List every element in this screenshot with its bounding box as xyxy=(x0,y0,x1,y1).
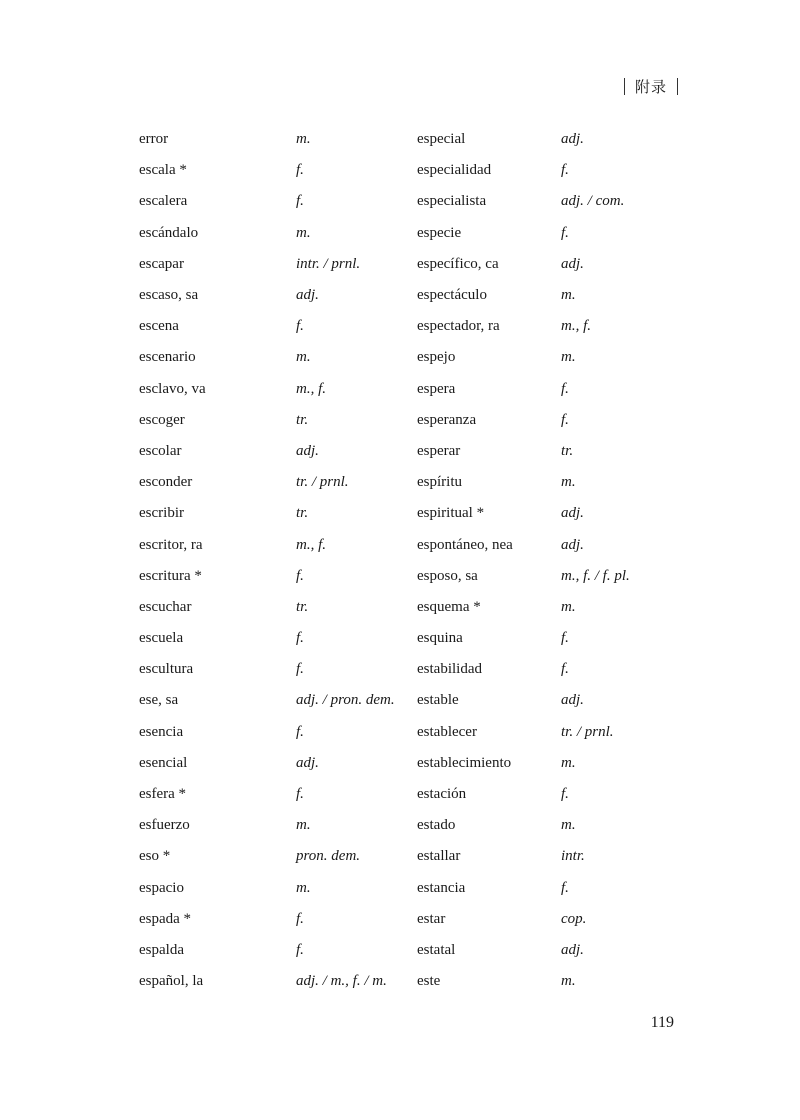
table-row xyxy=(139,904,679,935)
headword-right: esposo, sa xyxy=(417,567,478,584)
part-of-speech-right: adj. xyxy=(561,505,584,522)
part-of-speech-right: m. xyxy=(561,973,576,990)
table-row xyxy=(139,249,679,280)
part-of-speech-right: m. xyxy=(561,287,576,304)
part-of-speech-left: f. xyxy=(296,193,304,210)
headword-right: estabilidad xyxy=(417,661,482,678)
part-of-speech-right: adj. xyxy=(561,255,584,272)
part-of-speech-right: adj. xyxy=(561,692,584,709)
part-of-speech-right: f. xyxy=(561,380,569,397)
headword-left: escuela xyxy=(139,630,184,647)
headword-right: este xyxy=(417,973,441,990)
part-of-speech-left: m., f. xyxy=(296,536,326,553)
headword-right: específico, ca xyxy=(417,255,499,272)
part-of-speech-left: f. xyxy=(296,630,304,647)
part-of-speech-right: adj. xyxy=(561,941,584,958)
table-row xyxy=(139,218,679,249)
table-row xyxy=(139,685,679,716)
headword-left: espalda xyxy=(139,941,184,958)
part-of-speech-left: m. xyxy=(296,879,311,896)
headword-left: esencial xyxy=(139,754,188,771)
headword-left: escritura * xyxy=(139,567,202,584)
part-of-speech-left: m., f. xyxy=(296,380,326,397)
table-row xyxy=(139,841,679,872)
part-of-speech-right: cop. xyxy=(561,910,587,927)
part-of-speech-right: adj. xyxy=(561,536,584,553)
headword-right: estación xyxy=(417,786,467,803)
running-header xyxy=(624,76,678,97)
headword-left: espada * xyxy=(139,910,192,927)
headword-right: espectador, ra xyxy=(417,318,500,335)
part-of-speech-left: pron. dem. xyxy=(296,848,361,865)
headword-left: escoger xyxy=(139,411,185,428)
headword-left: escándalo xyxy=(139,224,199,241)
headword-left: esfera * xyxy=(139,786,187,803)
table-row xyxy=(139,186,679,217)
part-of-speech-right: m. xyxy=(561,474,576,491)
headword-left: escultura xyxy=(139,661,194,678)
part-of-speech-right: f. xyxy=(561,879,569,896)
part-of-speech-left: f. xyxy=(296,786,304,803)
headword-left: escapar xyxy=(139,255,184,272)
table-row xyxy=(139,280,679,311)
table-row xyxy=(139,342,679,373)
part-of-speech-right: f. xyxy=(561,224,569,241)
part-of-speech-left: adj. xyxy=(296,754,319,771)
part-of-speech-right: m. xyxy=(561,817,576,834)
headword-right: espíritu xyxy=(417,474,462,491)
table-row xyxy=(139,748,679,779)
part-of-speech-right: adj. xyxy=(561,131,584,148)
part-of-speech-left: f. xyxy=(296,162,304,179)
part-of-speech-left: adj. xyxy=(296,442,319,459)
part-of-speech-right: intr. xyxy=(561,848,585,865)
part-of-speech-right: tr. xyxy=(561,442,574,459)
headword-right: espejo xyxy=(417,349,456,366)
part-of-speech-left: intr. / prnl. xyxy=(296,255,361,272)
table-row xyxy=(139,155,679,186)
table-row xyxy=(139,623,679,654)
part-of-speech-left: adj. / m., f. / m. xyxy=(296,973,387,990)
part-of-speech-left: f. xyxy=(296,941,304,958)
part-of-speech-right: m., f. / f. pl. xyxy=(561,567,630,584)
part-of-speech-left: m. xyxy=(296,817,311,834)
headword-right: establecer xyxy=(417,723,477,740)
part-of-speech-right: m. xyxy=(561,754,576,771)
part-of-speech-right: m. xyxy=(561,598,576,615)
headword-left: ese, sa xyxy=(139,692,179,709)
part-of-speech-left: m. xyxy=(296,131,311,148)
headword-right: estable xyxy=(417,692,459,709)
headword-left: esencia xyxy=(139,723,184,740)
headword-right: estallar xyxy=(417,848,461,865)
header-divider-left xyxy=(624,78,625,95)
headword-right: estancia xyxy=(417,879,466,896)
headword-left: escenario xyxy=(139,349,196,366)
headword-left: escribir xyxy=(139,505,184,522)
headword-left: escritor, ra xyxy=(139,536,203,553)
headword-right: esperanza xyxy=(417,411,477,428)
part-of-speech-right: f. xyxy=(561,630,569,647)
table-row xyxy=(139,717,679,748)
headword-right: especie xyxy=(417,224,462,241)
headword-right: esperar xyxy=(417,442,461,459)
part-of-speech-left: adj. / pron. dem. xyxy=(296,692,395,709)
headword-left: error xyxy=(139,131,169,148)
page-number: 119 xyxy=(650,1014,674,1031)
headword-right: estado xyxy=(417,817,456,834)
table-row xyxy=(139,405,679,436)
part-of-speech-left: tr. xyxy=(296,505,309,522)
headword-right: especial xyxy=(417,131,466,148)
table-row xyxy=(139,529,679,560)
table-row xyxy=(139,966,679,997)
headword-right: especialista xyxy=(417,193,487,210)
part-of-speech-right: m. xyxy=(561,349,576,366)
part-of-speech-left: m. xyxy=(296,224,311,241)
part-of-speech-right: adj. / com. xyxy=(561,193,625,210)
header-title: 附录 xyxy=(634,80,667,96)
part-of-speech-left: tr. xyxy=(296,411,309,428)
table-row xyxy=(139,592,679,623)
headword-right: estar xyxy=(417,910,446,927)
headword-right: espontáneo, nea xyxy=(417,536,513,553)
table-row xyxy=(139,873,679,904)
header-divider-right xyxy=(677,78,678,95)
table-row xyxy=(139,124,679,155)
part-of-speech-right: m., f. xyxy=(561,318,591,335)
table-row xyxy=(139,561,679,592)
headword-left: escuchar xyxy=(139,598,192,615)
part-of-speech-left: m. xyxy=(296,349,311,366)
table-row xyxy=(139,374,679,405)
part-of-speech-right: f. xyxy=(561,786,569,803)
table-row xyxy=(139,810,679,841)
headword-right: especialidad xyxy=(417,162,492,179)
part-of-speech-right: f. xyxy=(561,162,569,179)
part-of-speech-left: tr. xyxy=(296,598,309,615)
headword-left: espacio xyxy=(139,879,184,896)
table-row xyxy=(139,654,679,685)
headword-left: escolar xyxy=(139,442,182,459)
headword-right: espiritual * xyxy=(417,505,485,522)
table-row xyxy=(139,779,679,810)
table-row xyxy=(139,436,679,467)
vocabulary-table xyxy=(139,124,679,997)
headword-left: escaso, sa xyxy=(139,287,199,304)
headword-right: esquina xyxy=(417,630,463,647)
part-of-speech-left: adj. xyxy=(296,287,319,304)
part-of-speech-left: f. xyxy=(296,661,304,678)
headword-left: escalera xyxy=(139,193,188,210)
table-row xyxy=(139,498,679,529)
headword-left: esfuerzo xyxy=(139,817,190,834)
headword-right: establecimiento xyxy=(417,754,512,771)
headword-left: esclavo, va xyxy=(139,380,206,397)
headword-left: esconder xyxy=(139,474,193,491)
headword-left: escala * xyxy=(139,162,187,179)
part-of-speech-right: f. xyxy=(561,411,569,428)
headword-right: espectáculo xyxy=(417,287,487,304)
part-of-speech-left: f. xyxy=(296,567,304,584)
part-of-speech-left: f. xyxy=(296,723,304,740)
table-row xyxy=(139,935,679,966)
headword-right: espera xyxy=(417,380,456,397)
table-row xyxy=(139,467,679,498)
headword-right: esquema * xyxy=(417,598,481,615)
part-of-speech-left: tr. / prnl. xyxy=(296,474,349,491)
part-of-speech-left: f. xyxy=(296,910,304,927)
headword-left: eso * xyxy=(139,848,171,865)
headword-right: estatal xyxy=(417,941,456,958)
table-row xyxy=(139,311,679,342)
part-of-speech-right: tr. / prnl. xyxy=(561,723,614,740)
headword-left: español, la xyxy=(139,973,204,990)
part-of-speech-left: f. xyxy=(296,318,304,335)
part-of-speech-right: f. xyxy=(561,661,569,678)
headword-left: escena xyxy=(139,318,179,335)
